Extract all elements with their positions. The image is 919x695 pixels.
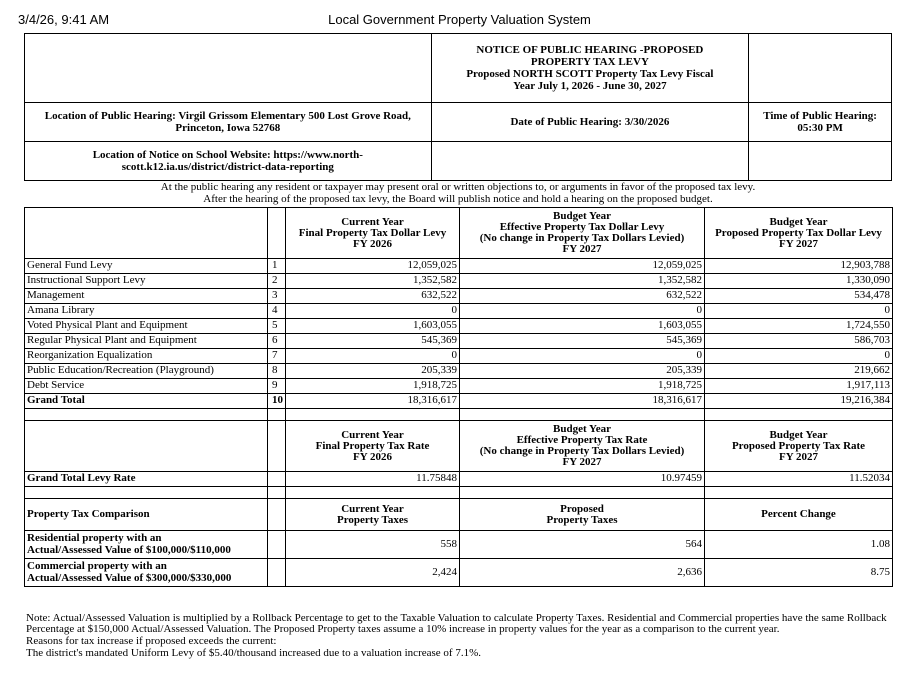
col-heading-line: Current Year — [341, 215, 404, 228]
col-heading-line: FY 2027 — [562, 243, 602, 255]
current-value: 1,603,055 — [286, 319, 460, 334]
col-heading-line: Budget Year — [769, 428, 828, 441]
comparison-label-line: Commercial property with an — [27, 560, 167, 572]
print-datetime: 3/4/26, 9:41 AM — [18, 12, 110, 27]
levy-row — [25, 364, 893, 379]
col-heading-line: Property Taxes — [337, 513, 408, 526]
blank-cell — [460, 487, 705, 499]
row-number: 10 — [268, 394, 286, 409]
hearing-time-value: 05:30 PM — [797, 122, 843, 134]
current-rate: 11.75848 — [286, 472, 460, 487]
intro-line1: At the public hearing any resident or taxpayer may present oral or written objections to, or arguments in favor of the proposed tax levy. — [160, 181, 756, 193]
spacer-row — [25, 409, 893, 421]
current-value: 1,352,582 — [286, 274, 460, 289]
col-heading-line: (No change in Property Tax Dollars Levied) — [479, 445, 685, 457]
current-value: 0 — [286, 304, 460, 319]
col-current-taxes — [286, 499, 460, 531]
proposed-rate: 11.52034 — [705, 472, 893, 487]
row-number: 6 — [268, 334, 286, 349]
notice-title-line2: PROPERTY TAX LEVY — [530, 56, 649, 68]
proposed-value: 586,703 — [705, 334, 893, 349]
col-heading-line: FY 2026 — [352, 450, 392, 463]
levy-table — [24, 207, 893, 587]
notice-title — [431, 34, 749, 103]
col-heading-line: Current Year — [341, 428, 404, 441]
blank-cell — [25, 421, 268, 472]
col-effective-levy — [460, 208, 705, 259]
levy-row — [25, 349, 893, 364]
intro-line2: After the hearing of the proposed tax levy, the Board will publish notice and hold a hearing on the proposed budget. — [203, 192, 713, 205]
comparison-label — [25, 531, 268, 559]
proposed-value: 0 — [705, 349, 893, 364]
row-label: Debt Service — [25, 379, 268, 394]
levy-row — [25, 304, 893, 319]
blank-cell — [749, 34, 892, 103]
notice-fiscal-year: Year July 1, 2026 - June 30, 2027 — [513, 80, 667, 92]
blank-cell — [705, 409, 893, 421]
blank-cell — [268, 559, 286, 587]
row-number: 5 — [268, 319, 286, 334]
proposed-taxes: 564 — [460, 531, 705, 559]
row-label: Reorganization Equalization — [25, 349, 268, 364]
levy-row — [25, 259, 893, 274]
current-value: 0 — [286, 349, 460, 364]
row-label: Grand Total Levy Rate — [25, 472, 268, 487]
comparison-label-line: Residential property with an — [27, 532, 162, 544]
rate-header-row — [25, 421, 893, 472]
comparison-row-commercial — [25, 559, 893, 587]
comparison-label — [25, 559, 268, 587]
reasons-heading: Reasons for tax increase if proposed exceeds the current: — [26, 635, 277, 647]
system-title: Local Government Property Valuation System — [328, 12, 591, 27]
proposed-value: 0 — [705, 304, 893, 319]
comparison-row-residential — [25, 531, 893, 559]
hearing-date: Date of Public Hearing: 3/30/2026 — [431, 103, 749, 142]
blank-cell — [749, 142, 892, 181]
row-label: Public Education/Recreation (Playground) — [25, 364, 268, 379]
col-heading-line: Budget Year — [769, 215, 828, 228]
proposed-value: 1,917,113 — [705, 379, 893, 394]
col-heading-line: FY 2026 — [352, 237, 392, 250]
effective-value: 545,369 — [460, 334, 705, 349]
notice-website: Location of Notice on School Website: https://www.north-scott.k12.ia.us/district/district-data-reporting — [25, 142, 432, 181]
rate-grand-total-row — [25, 472, 893, 487]
proposed-value: 1,330,090 — [705, 274, 893, 289]
print-header — [0, 0, 919, 30]
col-heading-line: Effective Property Tax Dollar Levy — [499, 221, 665, 233]
blank-cell — [268, 421, 286, 472]
blank-cell — [431, 142, 749, 181]
proposed-value: 534,478 — [705, 289, 893, 304]
blank-cell — [25, 34, 432, 103]
current-value: 12,059,025 — [286, 259, 460, 274]
levy-row — [25, 319, 893, 334]
current-taxes: 558 — [286, 531, 460, 559]
current-value: 632,522 — [286, 289, 460, 304]
proposed-taxes: 2,636 — [460, 559, 705, 587]
row-number: 9 — [268, 379, 286, 394]
blank-cell — [268, 487, 286, 499]
hearing-intro — [24, 182, 892, 205]
current-value: 545,369 — [286, 334, 460, 349]
row-label: Amana Library — [25, 304, 268, 319]
col-heading-line: Proposed Property Tax Dollar Levy — [715, 226, 882, 239]
col-heading-line: (No change in Property Tax Dollars Levied) — [479, 232, 685, 244]
col-heading-line: Final Property Tax Rate — [315, 439, 430, 452]
row-label: Management — [25, 289, 268, 304]
col-heading-line: Current Year — [341, 502, 404, 515]
effective-value: 0 — [460, 349, 705, 364]
col-proposed-levy — [705, 208, 893, 259]
levy-row — [25, 334, 893, 349]
col-heading-line: FY 2027 — [778, 450, 818, 463]
blank-cell — [268, 531, 286, 559]
row-number: 1 — [268, 259, 286, 274]
col-heading-line: Budget Year — [553, 423, 611, 435]
row-number: 2 — [268, 274, 286, 289]
row-label: General Fund Levy — [25, 259, 268, 274]
effective-value: 12,059,025 — [460, 259, 705, 274]
proposed-value: 12,903,788 — [705, 259, 893, 274]
col-heading-line: Effective Property Tax Rate — [516, 434, 648, 446]
proposed-value: 1,724,550 — [705, 319, 893, 334]
effective-value: 1,352,582 — [460, 274, 705, 289]
row-label: Voted Physical Plant and Equipment — [25, 319, 268, 334]
proposed-value: 219,662 — [705, 364, 893, 379]
spacer-row — [25, 487, 893, 499]
current-value: 205,339 — [286, 364, 460, 379]
row-label: Grand Total — [25, 394, 268, 409]
col-current-rate — [286, 421, 460, 472]
blank-cell — [268, 409, 286, 421]
blank-cell — [268, 472, 286, 487]
col-heading-line: Proposed Property Tax Rate — [731, 439, 866, 452]
notice-subtitle: Proposed NORTH SCOTT Property Tax Levy Fiscal — [466, 68, 714, 80]
current-taxes: 2,424 — [286, 559, 460, 587]
effective-value: 1,603,055 — [460, 319, 705, 334]
effective-value: 18,316,617 — [460, 394, 705, 409]
col-heading-line: Final Property Tax Dollar Levy — [298, 226, 447, 239]
blank-cell — [286, 487, 460, 499]
col-proposed-taxes — [460, 499, 705, 531]
col-proposed-rate — [705, 421, 893, 472]
levy-grand-total-row — [25, 394, 893, 409]
row-label: Instructional Support Levy — [25, 274, 268, 289]
comparison-header-row — [25, 499, 893, 531]
row-label: Regular Physical Plant and Equipment — [25, 334, 268, 349]
levy-header-row — [25, 208, 893, 259]
blank-cell — [268, 499, 286, 531]
col-heading-line: Budget Year — [553, 210, 611, 222]
effective-value: 1,918,725 — [460, 379, 705, 394]
comparison-label-line: Actual/Assessed Value of $100,000/$110,000 — [27, 543, 231, 556]
current-value: 1,918,725 — [286, 379, 460, 394]
blank-cell — [286, 409, 460, 421]
blank-cell — [460, 409, 705, 421]
col-heading-line: Proposed — [560, 502, 604, 515]
levy-row — [25, 379, 893, 394]
col-heading-line: FY 2027 — [562, 456, 602, 468]
levy-row — [25, 274, 893, 289]
percent-change: 1.08 — [705, 531, 893, 559]
blank-cell — [705, 487, 893, 499]
levy-row — [25, 289, 893, 304]
row-number: 4 — [268, 304, 286, 319]
comparison-label-line: Actual/Assessed Value of $300,000/$330,000 — [27, 571, 232, 584]
current-value: 18,316,617 — [286, 394, 460, 409]
col-effective-rate — [460, 421, 705, 472]
row-number: 3 — [268, 289, 286, 304]
reason-text: The district's mandated Uniform Levy of $5.40/thousand increased due to a valuation increase of 7.1%. — [26, 647, 481, 659]
col-heading-line: FY 2027 — [778, 237, 818, 250]
row-number: 8 — [268, 364, 286, 379]
col-heading-line: Property Taxes — [546, 513, 618, 526]
proposed-value: 19,216,384 — [705, 394, 893, 409]
valuation-note: Note: Actual/Assessed Valuation is multiplied by a Rollback Percentage to get to the Taxable Valuation to calculate Property Taxes. Residential and Commercial properties have the same Rollback Percentage at $150,000 Actual/Assessed Valuation. The Proposed Property taxes assume a 10% increase in property values for the year as a comparison to the current year. — [26, 612, 887, 635]
blank-cell — [268, 208, 286, 259]
notice-title-line1: NOTICE OF PUBLIC HEARING -PROPOSED — [476, 44, 704, 56]
effective-value: 632,522 — [460, 289, 705, 304]
col-percent-change: Percent Change — [705, 499, 893, 531]
percent-change: 8.75 — [705, 559, 893, 587]
effective-value: 205,339 — [460, 364, 705, 379]
col-current-levy — [286, 208, 460, 259]
comparison-heading: Property Tax Comparison — [25, 499, 268, 531]
hearing-notice-header — [24, 33, 892, 181]
row-number: 7 — [268, 349, 286, 364]
blank-cell — [25, 409, 268, 421]
hearing-time — [749, 103, 892, 142]
effective-value: 0 — [460, 304, 705, 319]
hearing-location: Location of Public Hearing: Virgil Grissom Elementary 500 Lost Grove Road, Princeton, Iowa 52768 — [25, 103, 432, 142]
hearing-time-label: Time of Public Hearing: — [763, 110, 877, 122]
notes-section — [26, 613, 894, 659]
blank-cell — [25, 487, 268, 499]
effective-rate: 10.97459 — [460, 472, 705, 487]
blank-cell — [25, 208, 268, 259]
